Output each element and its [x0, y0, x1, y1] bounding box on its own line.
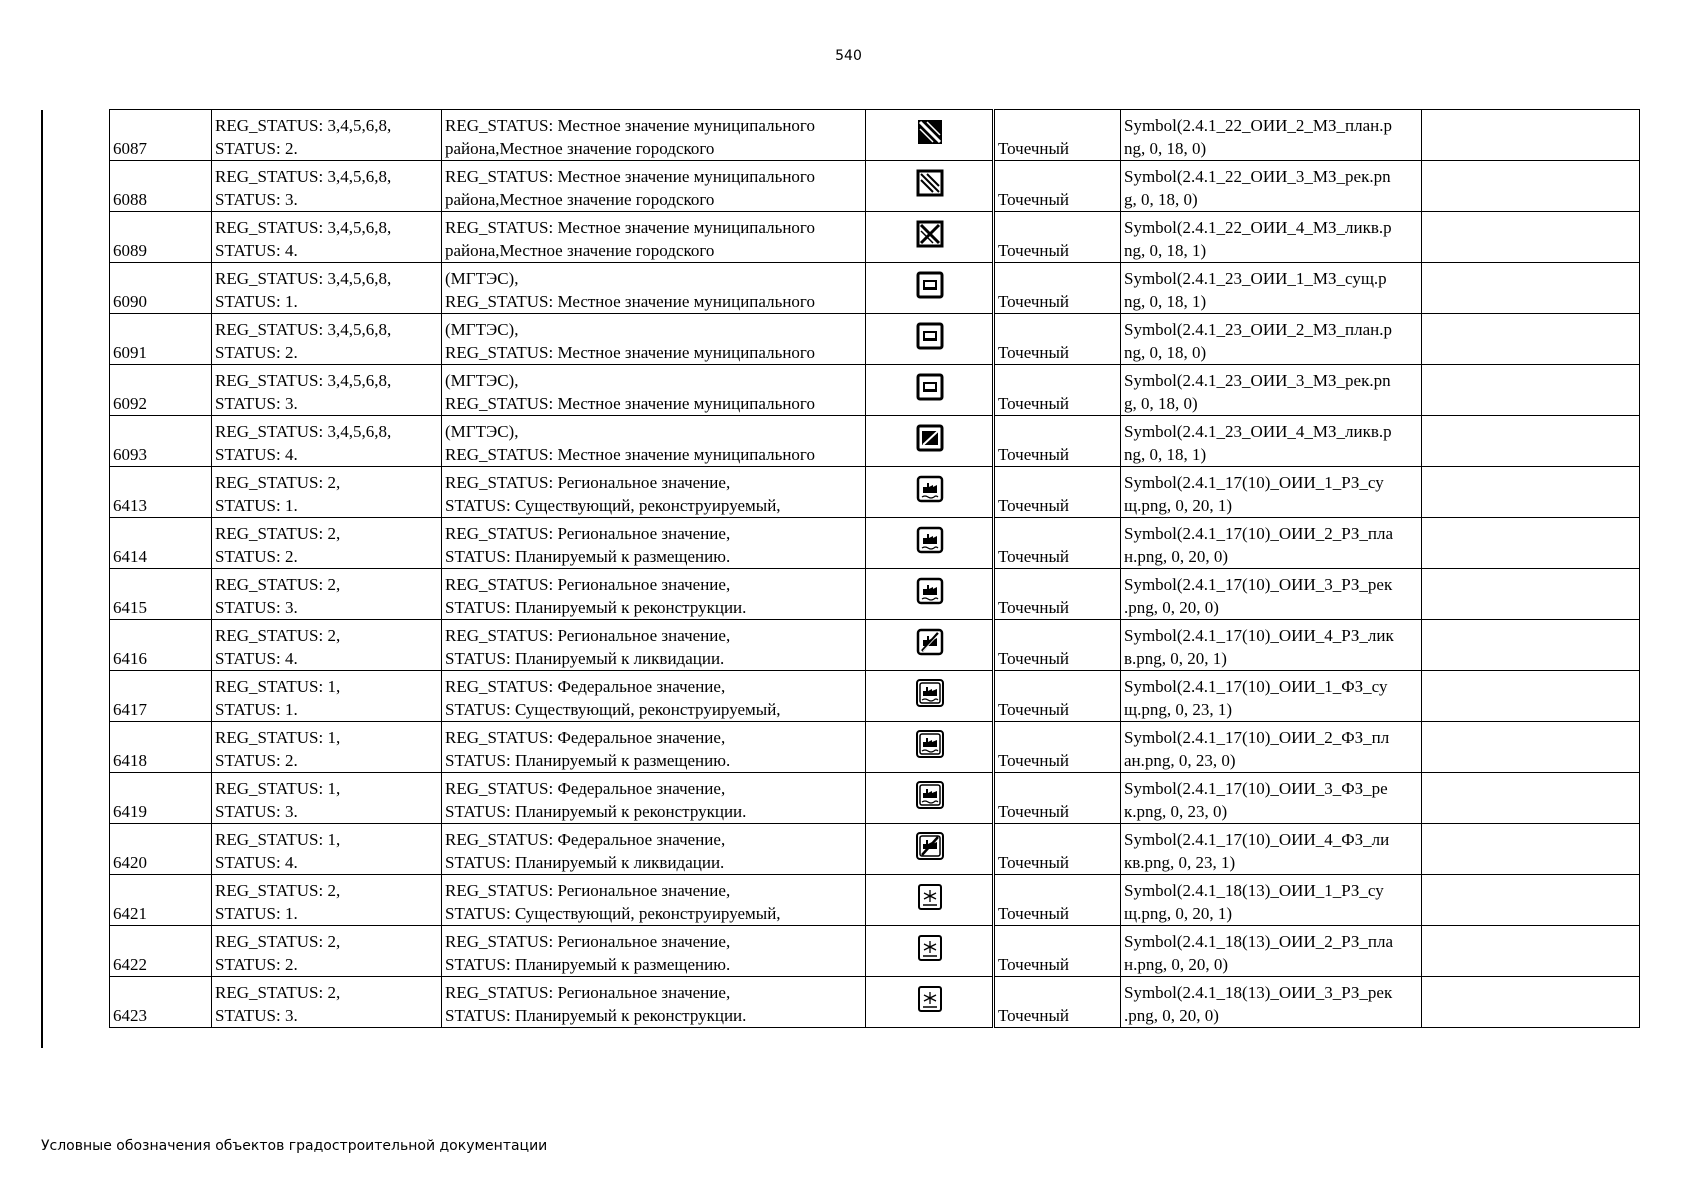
row-code: 6091 — [110, 314, 212, 365]
function-line: Symbol(2.4.1_17(10)_ОИИ_1_РЗ_су — [1124, 473, 1384, 492]
row-description — [442, 212, 866, 263]
description-line: района,Местное значение городского — [445, 190, 715, 209]
diagonal-striped-square-icon — [915, 168, 945, 198]
function-line: Symbol(2.4.1_23_ОИИ_4_МЗ_ликв.p — [1124, 422, 1392, 441]
function-line: Symbol(2.4.1_17(10)_ОИИ_4_РЗ_лик — [1124, 626, 1394, 645]
row-code: 6415 — [110, 569, 212, 620]
row-symbol-function — [1121, 671, 1422, 722]
description-line: REG_STATUS: Региональное значение, — [445, 524, 731, 543]
function-line: Symbol(2.4.1_22_ОИИ_3_МЗ_рек.pn — [1124, 167, 1391, 186]
description-line: STATUS: Планируемый к ликвидации. — [445, 853, 725, 872]
row-empty-cell — [1422, 314, 1640, 365]
condition-line: REG_STATUS: 3,4,5,6,8, — [215, 422, 392, 441]
condition-line: STATUS: 4. — [215, 649, 298, 668]
description-line: REG_STATUS: Региональное значение, — [445, 575, 731, 594]
row-symbol — [866, 671, 994, 722]
row-condition — [212, 518, 442, 569]
description-line: REG_STATUS: Местное значение муниципального — [445, 218, 815, 237]
row-symbol-function — [1121, 212, 1422, 263]
row-condition — [212, 722, 442, 773]
condition-line: REG_STATUS: 1, — [215, 779, 341, 798]
row-geometry-type: Точечный — [994, 671, 1121, 722]
row-symbol — [866, 161, 994, 212]
condition-line: STATUS: 4. — [215, 445, 298, 464]
description-line: (МГТЭС), — [445, 371, 519, 390]
condition-line: REG_STATUS: 2, — [215, 881, 341, 900]
row-symbol — [866, 212, 994, 263]
row-geometry-type: Точечный — [994, 824, 1121, 875]
row-symbol-function — [1121, 824, 1422, 875]
row-geometry-type: Точечный — [994, 365, 1121, 416]
row-geometry-type: Точечный — [994, 161, 1121, 212]
condition-line: REG_STATUS: 2, — [215, 524, 341, 543]
row-geometry-type: Точечный — [994, 569, 1121, 620]
function-line: Symbol(2.4.1_17(10)_ОИИ_1_ФЗ_су — [1124, 677, 1388, 696]
row-empty-cell — [1422, 875, 1640, 926]
row-condition — [212, 110, 442, 161]
description-line: STATUS: Планируемый к ликвидации. — [445, 649, 725, 668]
description-line: REG_STATUS: Региональное значение, — [445, 626, 731, 645]
row-condition — [212, 773, 442, 824]
row-description — [442, 926, 866, 977]
snowflake-box-icon — [915, 882, 945, 912]
function-line: н.png, 0, 20, 0) — [1124, 547, 1229, 566]
condition-line: STATUS: 1. — [215, 292, 298, 311]
row-empty-cell — [1422, 518, 1640, 569]
crossed-square-icon — [915, 219, 945, 249]
row-code: 6417 — [110, 671, 212, 722]
factory-double-box-crossed-icon — [915, 831, 945, 861]
row-description — [442, 977, 866, 1028]
description-line: REG_STATUS: Региональное значение, — [445, 881, 731, 900]
row-empty-cell — [1422, 926, 1640, 977]
row-geometry-type: Точечный — [994, 416, 1121, 467]
row-symbol — [866, 467, 994, 518]
description-line: STATUS: Существующий, реконструируемый, — [445, 700, 781, 719]
row-condition — [212, 569, 442, 620]
snowflake-box-icon — [915, 933, 945, 963]
condition-line: STATUS: 2. — [215, 955, 298, 974]
row-empty-cell — [1422, 824, 1640, 875]
function-line: Symbol(2.4.1_18(13)_ОИИ_1_РЗ_су — [1124, 881, 1384, 900]
description-line: STATUS: Планируемый к размещению. — [445, 751, 731, 770]
row-symbol-function — [1121, 569, 1422, 620]
factory-box-crossed-icon — [915, 627, 945, 657]
description-line: REG_STATUS: Федеральное значение, — [445, 728, 726, 747]
framed-crossed-square-icon — [915, 423, 945, 453]
row-empty-cell — [1422, 977, 1640, 1028]
row-condition — [212, 620, 442, 671]
row-description — [442, 671, 866, 722]
row-symbol — [866, 620, 994, 671]
condition-line: STATUS: 3. — [215, 190, 298, 209]
table-row — [110, 212, 1640, 263]
function-line: .png, 0, 20, 0) — [1124, 598, 1219, 617]
condition-line: REG_STATUS: 3,4,5,6,8, — [215, 167, 392, 186]
row-condition — [212, 977, 442, 1028]
description-line: (МГТЭС), — [445, 422, 519, 441]
row-description — [442, 569, 866, 620]
condition-line: STATUS: 2. — [215, 139, 298, 158]
row-symbol — [866, 824, 994, 875]
row-description — [442, 620, 866, 671]
row-symbol-function — [1121, 416, 1422, 467]
row-symbol-function — [1121, 977, 1422, 1028]
row-code: 6420 — [110, 824, 212, 875]
row-code: 6088 — [110, 161, 212, 212]
description-line: STATUS: Существующий, реконструируемый, — [445, 496, 781, 515]
row-code: 6092 — [110, 365, 212, 416]
row-condition — [212, 263, 442, 314]
row-symbol-function — [1121, 926, 1422, 977]
function-line: Symbol(2.4.1_22_ОИИ_4_МЗ_ликв.p — [1124, 218, 1392, 237]
condition-line: REG_STATUS: 2, — [215, 473, 341, 492]
description-line: REG_STATUS: Местное значение муниципального — [445, 445, 815, 464]
description-line: REG_STATUS: Местное значение муниципального — [445, 343, 815, 362]
row-condition — [212, 467, 442, 518]
description-line: REG_STATUS: Местное значение муниципального — [445, 116, 815, 135]
description-line: REG_STATUS: Региональное значение, — [445, 932, 731, 951]
description-line: STATUS: Планируемый к размещению. — [445, 547, 731, 566]
description-line: района,Местное значение городского — [445, 241, 715, 260]
function-line: к.png, 0, 23, 0) — [1124, 802, 1228, 821]
diagonal-hatched-square-icon — [915, 117, 945, 147]
row-geometry-type: Точечный — [994, 212, 1121, 263]
row-symbol — [866, 518, 994, 569]
row-code: 6089 — [110, 212, 212, 263]
function-line: Symbol(2.4.1_17(10)_ОИИ_2_ФЗ_пл — [1124, 728, 1390, 747]
condition-line: STATUS: 2. — [215, 547, 298, 566]
margin-line — [41, 110, 43, 1048]
row-symbol — [866, 365, 994, 416]
snowflake-box-icon — [915, 984, 945, 1014]
table-row — [110, 671, 1640, 722]
description-line: REG_STATUS: Местное значение муниципального — [445, 394, 815, 413]
function-line: ng, 0, 18, 1) — [1124, 241, 1207, 260]
table-row — [110, 926, 1640, 977]
table-row — [110, 977, 1640, 1028]
description-line: REG_STATUS: Федеральное значение, — [445, 830, 726, 849]
row-geometry-type: Точечный — [994, 926, 1121, 977]
function-line: н.png, 0, 20, 0) — [1124, 955, 1229, 974]
row-description — [442, 263, 866, 314]
description-line: REG_STATUS: Федеральное значение, — [445, 779, 726, 798]
row-symbol — [866, 110, 994, 161]
row-code: 6414 — [110, 518, 212, 569]
table-row — [110, 110, 1640, 161]
row-code: 6087 — [110, 110, 212, 161]
table-row — [110, 569, 1640, 620]
row-symbol — [866, 875, 994, 926]
condition-line: REG_STATUS: 3,4,5,6,8, — [215, 269, 392, 288]
description-line: REG_STATUS: Федеральное значение, — [445, 677, 726, 696]
row-symbol-function — [1121, 161, 1422, 212]
row-geometry-type: Точечный — [994, 773, 1121, 824]
table-row — [110, 161, 1640, 212]
function-line: Symbol(2.4.1_18(13)_ОИИ_2_РЗ_пла — [1124, 932, 1394, 951]
row-code: 6093 — [110, 416, 212, 467]
row-empty-cell — [1422, 671, 1640, 722]
table-row — [110, 518, 1640, 569]
row-symbol-function — [1121, 722, 1422, 773]
framed-square-icon — [915, 270, 945, 300]
factory-double-box-icon — [915, 780, 945, 810]
table-row — [110, 773, 1640, 824]
row-geometry-type: Точечный — [994, 467, 1121, 518]
description-line: REG_STATUS: Местное значение муниципального — [445, 292, 815, 311]
condition-line: STATUS: 4. — [215, 853, 298, 872]
description-line: района,Местное значение городского — [445, 139, 715, 158]
table-row — [110, 722, 1640, 773]
row-description — [442, 875, 866, 926]
row-empty-cell — [1422, 620, 1640, 671]
condition-line: REG_STATUS: 3,4,5,6,8, — [215, 320, 392, 339]
description-line: (МГТЭС), — [445, 320, 519, 339]
function-line: g, 0, 18, 0) — [1124, 190, 1198, 209]
row-symbol — [866, 773, 994, 824]
row-symbol-function — [1121, 110, 1422, 161]
description-line: STATUS: Планируемый к реконструкции. — [445, 802, 747, 821]
description-line: REG_STATUS: Региональное значение, — [445, 473, 731, 492]
row-description — [442, 314, 866, 365]
condition-line: REG_STATUS: 2, — [215, 983, 341, 1002]
table-row — [110, 416, 1640, 467]
row-description — [442, 416, 866, 467]
row-symbol-function — [1121, 875, 1422, 926]
condition-line: REG_STATUS: 1, — [215, 728, 341, 747]
description-line: STATUS: Планируемый к реконструкции. — [445, 598, 747, 617]
row-empty-cell — [1422, 161, 1640, 212]
row-empty-cell — [1422, 722, 1640, 773]
row-condition — [212, 161, 442, 212]
row-code: 6416 — [110, 620, 212, 671]
row-code: 6418 — [110, 722, 212, 773]
row-symbol-function — [1121, 518, 1422, 569]
row-geometry-type: Точечный — [994, 314, 1121, 365]
row-geometry-type: Точечный — [994, 110, 1121, 161]
row-symbol — [866, 569, 994, 620]
row-description — [442, 110, 866, 161]
row-description — [442, 722, 866, 773]
description-line: STATUS: Планируемый к реконструкции. — [445, 1006, 747, 1025]
row-description — [442, 161, 866, 212]
description-line: REG_STATUS: Местное значение муниципального — [445, 167, 815, 186]
framed-square-icon — [915, 321, 945, 351]
page-footer: Условные обозначения объектов градостроительной документации — [41, 1138, 548, 1154]
condition-line: REG_STATUS: 1, — [215, 830, 341, 849]
row-symbol-function — [1121, 314, 1422, 365]
row-empty-cell — [1422, 263, 1640, 314]
row-condition — [212, 212, 442, 263]
condition-line: REG_STATUS: 2, — [215, 932, 341, 951]
row-geometry-type: Точечный — [994, 722, 1121, 773]
row-description — [442, 773, 866, 824]
row-description — [442, 518, 866, 569]
row-condition — [212, 314, 442, 365]
row-geometry-type: Точечный — [994, 977, 1121, 1028]
legend-table-body — [110, 110, 1640, 1028]
row-code: 6421 — [110, 875, 212, 926]
row-geometry-type: Точечный — [994, 518, 1121, 569]
condition-line: STATUS: 2. — [215, 751, 298, 770]
function-line: Symbol(2.4.1_17(10)_ОИИ_3_РЗ_рек — [1124, 575, 1393, 594]
page-number: 540 — [835, 48, 862, 64]
row-code: 6413 — [110, 467, 212, 518]
row-condition — [212, 416, 442, 467]
table-row — [110, 263, 1640, 314]
row-empty-cell — [1422, 773, 1640, 824]
function-line: ng, 0, 18, 1) — [1124, 292, 1207, 311]
row-empty-cell — [1422, 212, 1640, 263]
function-line: Symbol(2.4.1_17(10)_ОИИ_4_ФЗ_ли — [1124, 830, 1390, 849]
function-line: ng, 0, 18, 0) — [1124, 343, 1207, 362]
row-symbol — [866, 926, 994, 977]
row-code: 6422 — [110, 926, 212, 977]
row-empty-cell — [1422, 365, 1640, 416]
function-line: Symbol(2.4.1_22_ОИИ_2_МЗ_план.p — [1124, 116, 1392, 135]
function-line: Symbol(2.4.1_23_ОИИ_3_МЗ_рек.pn — [1124, 371, 1391, 390]
condition-line: REG_STATUS: 1, — [215, 677, 341, 696]
row-geometry-type: Точечный — [994, 263, 1121, 314]
row-description — [442, 824, 866, 875]
function-line: щ.png, 0, 20, 1) — [1124, 496, 1233, 515]
table-row — [110, 314, 1640, 365]
row-empty-cell — [1422, 569, 1640, 620]
function-line: кв.png, 0, 23, 1) — [1124, 853, 1236, 872]
description-line: STATUS: Существующий, реконструируемый, — [445, 904, 781, 923]
function-line: ng, 0, 18, 0) — [1124, 139, 1207, 158]
row-empty-cell — [1422, 467, 1640, 518]
condition-line: REG_STATUS: 3,4,5,6,8, — [215, 218, 392, 237]
function-line: Symbol(2.4.1_18(13)_ОИИ_3_РЗ_рек — [1124, 983, 1393, 1002]
row-condition — [212, 875, 442, 926]
row-empty-cell — [1422, 110, 1640, 161]
table-row — [110, 365, 1640, 416]
factory-box-icon — [915, 525, 945, 555]
function-line: щ.png, 0, 23, 1) — [1124, 700, 1233, 719]
row-symbol-function — [1121, 365, 1422, 416]
condition-line: STATUS: 1. — [215, 904, 298, 923]
condition-line: STATUS: 3. — [215, 1006, 298, 1025]
condition-line: STATUS: 1. — [215, 496, 298, 515]
table-row — [110, 875, 1640, 926]
function-line: g, 0, 18, 0) — [1124, 394, 1198, 413]
condition-line: STATUS: 4. — [215, 241, 298, 260]
table-row — [110, 620, 1640, 671]
condition-line: STATUS: 3. — [215, 394, 298, 413]
row-symbol-function — [1121, 620, 1422, 671]
row-geometry-type: Точечный — [994, 875, 1121, 926]
condition-line: STATUS: 2. — [215, 343, 298, 362]
condition-line: REG_STATUS: 2, — [215, 626, 341, 645]
condition-line: REG_STATUS: 3,4,5,6,8, — [215, 116, 392, 135]
function-line: щ.png, 0, 20, 1) — [1124, 904, 1233, 923]
function-line: в.png, 0, 20, 1) — [1124, 649, 1227, 668]
factory-double-box-icon — [915, 729, 945, 759]
row-symbol — [866, 314, 994, 365]
description-line: STATUS: Планируемый к размещению. — [445, 955, 731, 974]
factory-box-icon — [915, 576, 945, 606]
row-symbol — [866, 722, 994, 773]
condition-line: REG_STATUS: 3,4,5,6,8, — [215, 371, 392, 390]
row-geometry-type: Точечный — [994, 620, 1121, 671]
row-condition — [212, 926, 442, 977]
function-line: ng, 0, 18, 1) — [1124, 445, 1207, 464]
row-code: 6090 — [110, 263, 212, 314]
row-symbol-function — [1121, 467, 1422, 518]
table-row — [110, 467, 1640, 518]
row-symbol-function — [1121, 263, 1422, 314]
description-line: (МГТЭС), — [445, 269, 519, 288]
row-symbol — [866, 416, 994, 467]
row-description — [442, 467, 866, 518]
legend-table — [109, 109, 1640, 1028]
row-symbol — [866, 977, 994, 1028]
function-line: Symbol(2.4.1_17(10)_ОИИ_2_РЗ_пла — [1124, 524, 1394, 543]
row-code: 6423 — [110, 977, 212, 1028]
row-condition — [212, 671, 442, 722]
row-symbol — [866, 263, 994, 314]
factory-box-icon — [915, 474, 945, 504]
condition-line: REG_STATUS: 2, — [215, 575, 341, 594]
row-empty-cell — [1422, 416, 1640, 467]
condition-line: STATUS: 3. — [215, 598, 298, 617]
framed-square-icon — [915, 372, 945, 402]
row-condition — [212, 824, 442, 875]
function-line: ан.png, 0, 23, 0) — [1124, 751, 1236, 770]
factory-double-box-icon — [915, 678, 945, 708]
row-code: 6419 — [110, 773, 212, 824]
function-line: Symbol(2.4.1_23_ОИИ_2_МЗ_план.p — [1124, 320, 1392, 339]
function-line: Symbol(2.4.1_17(10)_ОИИ_3_ФЗ_ре — [1124, 779, 1388, 798]
condition-line: STATUS: 1. — [215, 700, 298, 719]
row-condition — [212, 365, 442, 416]
description-line: REG_STATUS: Региональное значение, — [445, 983, 731, 1002]
condition-line: STATUS: 3. — [215, 802, 298, 821]
function-line: Symbol(2.4.1_23_ОИИ_1_МЗ_сущ.p — [1124, 269, 1387, 288]
table-row — [110, 824, 1640, 875]
function-line: .png, 0, 20, 0) — [1124, 1006, 1219, 1025]
row-symbol-function — [1121, 773, 1422, 824]
row-description — [442, 365, 866, 416]
